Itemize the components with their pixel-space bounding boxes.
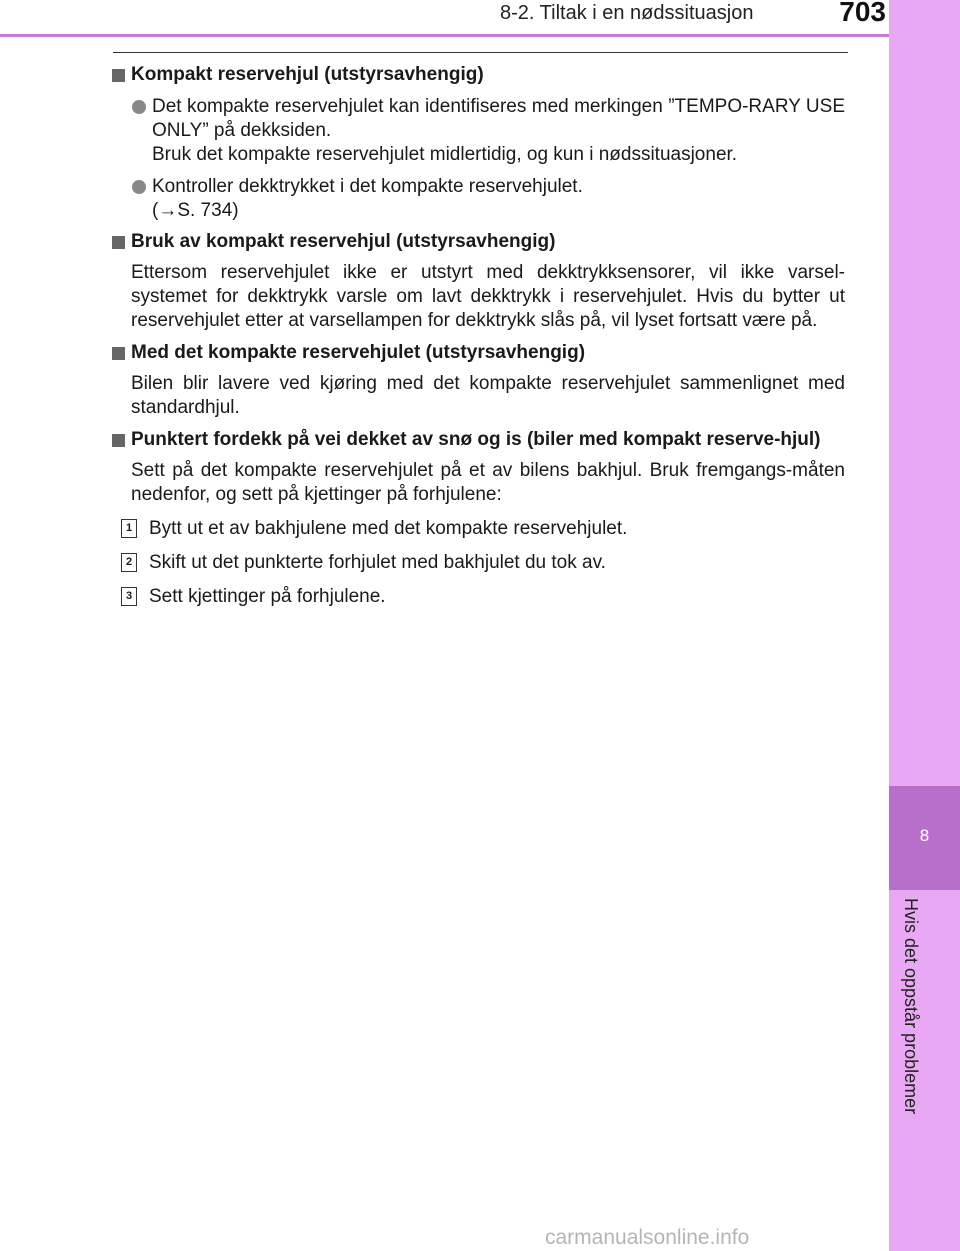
section-heading: Punktert fordekk på vei dekket av snø og is (biler med kompakt reserve-hjul) xyxy=(110,428,845,452)
square-bullet-icon xyxy=(112,347,125,360)
chapter-title: Hvis det oppstår problemer xyxy=(901,898,921,1115)
watermark: carmanualsonline.info xyxy=(545,1226,750,1249)
square-bullet-icon xyxy=(112,434,125,447)
section-heading: Bruk av kompakt reservehjul (utstyrsavhengig) xyxy=(110,230,845,254)
content-top-rule xyxy=(113,52,848,53)
section-paragraph: Bilen blir lavere ved kjøring med det kompakte reservehjulet sammenlignet med standardhjul. xyxy=(131,373,845,418)
section-heading: Med det kompakte reservehjulet (utstyrsavhengig) xyxy=(110,341,845,365)
step-number: 3 xyxy=(121,587,137,606)
bullet-item: Det kompakte reservehjulet kan identifiseres med merkingen ”TEMPO-RARY USE ONLY” på dekksiden. Bruk det kompakte reservehjulet midlertidig, og kun i nødssituasjoner. xyxy=(110,95,845,167)
section-paragraph: Ettersom reservehjulet ikke er utstyrt med dekktrykksensorer, vil ikke varsel-systemet for dekktrykk varsle om lavt dekktrykk i reservehjulet. Hvis du bytter ut reservehjulet etter at varsellampen for dekktrykk slås på, vil lyset fortsatt være på. xyxy=(131,262,845,331)
section-paragraph: Sett på det kompakte reservehjulet på et av bilens bakhjul. Bruk fremgangs-måten nedenfor, og sett på kjettinger på forhjulene: xyxy=(131,460,845,505)
square-bullet-icon xyxy=(112,236,125,249)
section-title: 8-2. Tiltak i en nødssituasjon xyxy=(500,2,754,24)
circle-bullet-icon xyxy=(132,100,146,114)
circle-bullet-icon xyxy=(132,180,146,194)
page-reference: (→S. 734) xyxy=(152,200,239,221)
bullet-item: Kontroller dekktrykket i det kompakte reservehjulet. (→S. 734) xyxy=(110,175,845,223)
step-item: 3 Sett kjettinger på forhjulene. xyxy=(110,585,845,609)
page-content xyxy=(110,63,845,609)
chapter-number: 8 xyxy=(919,826,930,845)
step-number: 1 xyxy=(121,519,137,538)
section-heading: Kompakt reservehjul (utstyrsavhengig) xyxy=(110,63,845,87)
page-number: 703 xyxy=(839,0,886,27)
step-number: 2 xyxy=(121,553,137,572)
step-item: 2 Skift ut det punkterte forhjulet med bakhjulet du tok av. xyxy=(110,551,845,575)
header-rule xyxy=(0,34,889,37)
square-bullet-icon xyxy=(112,69,125,82)
step-item: 1 Bytt ut et av bakhjulene med det kompakte reservehjulet. xyxy=(110,517,845,541)
